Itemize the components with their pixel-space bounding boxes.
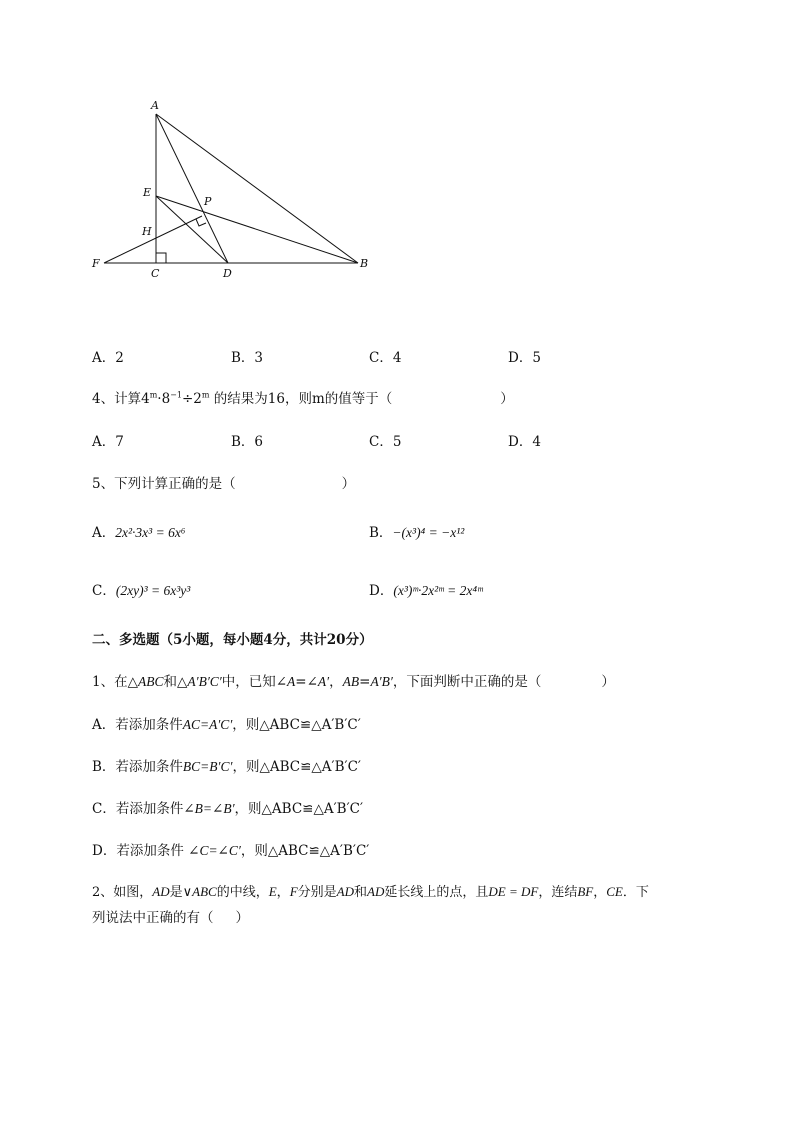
label-C: C (151, 267, 160, 280)
segment-EB (156, 196, 358, 263)
m2-stem-c: 的中线， (216, 885, 269, 900)
m2-stem-j: ．下 (622, 885, 649, 900)
q4-close: ） (500, 391, 514, 407)
q5-option-b[interactable] (369, 521, 464, 541)
geometry-figure (80, 90, 380, 280)
m2-abc: ABC (192, 884, 217, 899)
m1-b-cond: BC=B′C′ (182, 759, 233, 774)
q5-option-a[interactable] (92, 521, 186, 541)
m1-c-post: ，则△ABC≌△A′B′C′ (234, 801, 364, 817)
m2-stem-b: 是∨ (169, 885, 193, 900)
m1-option-c[interactable] (92, 797, 363, 817)
section-heading-multi-choice: 二、多选题（5小题，每小题4分，共计20分） (92, 632, 373, 648)
m1-stem-d: =∠ (295, 674, 318, 690)
m2-stem-h: ，连结 (538, 885, 578, 900)
m1-angle-a-prime: A′ (317, 674, 330, 689)
m1-d-post: ，则△ABC≌△A′B′C′ (240, 843, 370, 859)
q5-stem-text: 5、下列计算正确的是（ (92, 476, 236, 492)
label-E: E (143, 186, 152, 199)
right-angle-P (196, 219, 206, 226)
q4-exp-neg1: −1 (170, 390, 182, 400)
q4-div: ÷2 (181, 391, 202, 407)
m1-d-pre: D．若添加条件 ∠ (92, 843, 200, 859)
q5-a-label: A． (92, 525, 116, 541)
m1-close: ） (601, 674, 615, 690)
m1-d-cond: C=∠C′ (199, 843, 241, 858)
q5-close: ） (341, 476, 356, 492)
m1-a-post: ，则△ABC≌△A′B′C′ (232, 717, 361, 733)
q5-c-label: C． (92, 583, 116, 599)
m1-option-b[interactable] (92, 755, 361, 775)
triangle-diagram (80, 90, 380, 280)
m1-stem-a: 1、在△ (92, 674, 138, 690)
q5-d-expr: (x³)ᵐ·2x²ᵐ = 2x⁴ᵐ (393, 583, 483, 598)
segment-AD (156, 114, 228, 263)
segment-FP (104, 216, 202, 263)
label-B: B (360, 257, 369, 270)
m2-stem-line1 (92, 881, 649, 900)
m1-abc: ABC (137, 674, 164, 689)
m2-e: E (268, 884, 277, 899)
m1-ab: AB (342, 674, 360, 689)
m1-angle-a: A (287, 674, 296, 689)
m1-c-cond: B=∠B′ (194, 801, 235, 816)
segment-ED (156, 196, 228, 263)
q3-option-a[interactable]: A．2 (92, 350, 124, 366)
m2-line2: 列说法中正确的有（ (92, 910, 214, 926)
q4-exp-m1: m (149, 390, 158, 400)
label-A: A (151, 99, 159, 112)
q4-suffix: 的结果为16，则m的值等于（ (209, 391, 393, 407)
m1-stem-g: ，下面判断中正确的是（ (392, 674, 542, 690)
m1-a-pre: A．若添加条件 (92, 717, 183, 733)
m1-c-pre: C．若添加条件∠ (92, 801, 195, 817)
q4-stem (92, 387, 514, 407)
m2-ad2: AD (336, 884, 354, 899)
q4-exp-m2: m (201, 390, 210, 400)
m1-stem-e: ， (329, 674, 343, 690)
right-angle-C (156, 253, 166, 263)
m2-de-df: DE = DF (488, 884, 539, 899)
q4-option-d[interactable]: D．4 (508, 434, 541, 450)
q4-prefix: 4、计算4 (92, 391, 150, 407)
q5-a-expr: 2x²·3x³ = 6x⁶ (115, 525, 186, 540)
q4-option-b[interactable]: B．6 (231, 434, 264, 450)
q5-stem (92, 472, 355, 492)
label-F: F (92, 257, 100, 270)
q3-option-c[interactable]: C．4 (369, 350, 402, 366)
m2-stem-d: ， (276, 885, 290, 900)
m1-option-a[interactable] (92, 713, 361, 733)
m2-stem-line2 (92, 906, 249, 926)
m2-f: F (289, 884, 298, 899)
m1-a-cond: AC=A′C′ (182, 717, 233, 732)
m1-stem-b: 和△ (163, 674, 188, 690)
label-H: H (142, 225, 152, 238)
q3-option-b[interactable]: B．3 (231, 350, 264, 366)
m1-abc-prime: A′B′C′ (187, 674, 222, 689)
m1-b-pre: B．若添加条件 (92, 759, 183, 775)
q5-c-expr: (2xy)³ = 6x³y³ (115, 583, 191, 598)
label-P: P (204, 195, 212, 208)
m1-stem (92, 670, 615, 690)
q4-option-c[interactable]: C．5 (369, 434, 402, 450)
segment-AB (156, 114, 358, 263)
m2-stem-i: ， (593, 885, 607, 900)
label-D: D (223, 267, 232, 280)
q5-b-label: B． (369, 525, 393, 541)
q4-option-a[interactable]: A．7 (92, 434, 124, 450)
m2-stem-f: 和 (354, 885, 368, 900)
q4-dot: ·8 (157, 391, 171, 407)
m2-close: ） (235, 910, 249, 926)
q3-option-d[interactable]: D．5 (508, 350, 541, 366)
m1-stem-c: 中，已知∠ (221, 674, 288, 690)
m1-option-d[interactable] (92, 839, 369, 859)
q5-b-expr: −(x³)⁴ = −x¹² (392, 525, 465, 540)
m2-bf: BF (577, 884, 594, 899)
m2-stem-a: 2、如图， (92, 885, 153, 900)
m2-ad: AD (152, 884, 170, 899)
m1-stem-f: = (359, 674, 371, 690)
m2-ad3: AD (367, 884, 385, 899)
m2-stem-e: 分别是 (297, 885, 337, 900)
q5-option-d[interactable] (369, 579, 483, 599)
q5-option-c[interactable] (92, 579, 190, 599)
q5-d-label: D． (369, 583, 394, 599)
m2-stem-g: 延长线上的点，且 (384, 885, 489, 900)
m1-b-post: ，则△ABC≌△A′B′C′ (232, 759, 361, 775)
m1-ab-prime: A′B′ (370, 674, 393, 689)
m2-ce: CE (606, 884, 623, 899)
